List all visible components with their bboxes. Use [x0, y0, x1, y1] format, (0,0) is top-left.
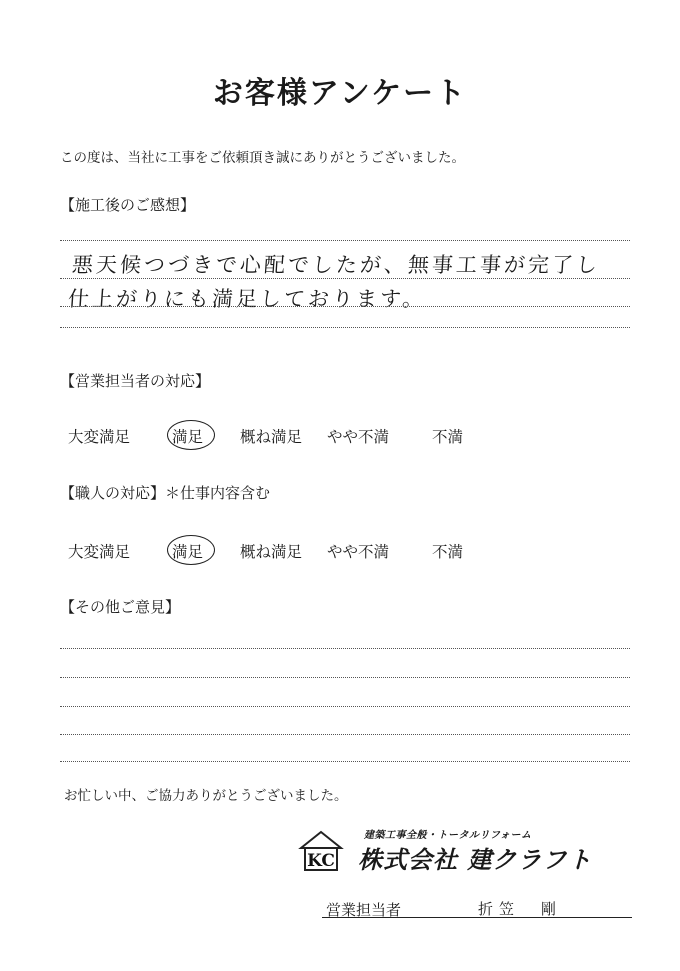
- dotted-line: [60, 677, 630, 678]
- craftsman-option-satisfied-label: 満足: [172, 543, 204, 561]
- impression-handwriting-line-2: 仕上がりにも満足しております。: [67, 287, 428, 311]
- craftsman-option-very-satisfied: 大変満足: [68, 543, 131, 561]
- dotted-line: [60, 278, 630, 279]
- dotted-line: [60, 706, 630, 707]
- logo-letters: KC: [307, 851, 335, 871]
- sales-option-slightly-unsatisfied: やや不満: [327, 428, 390, 446]
- dotted-line: [60, 240, 630, 241]
- selection-circle: [167, 420, 215, 450]
- dotted-line: [60, 734, 630, 735]
- sales-option-very-satisfied: 大変満足: [68, 428, 131, 446]
- craftsman-option-slightly-unsatisfied: やや不満: [327, 543, 390, 561]
- sales-option-satisfied: [172, 425, 203, 447]
- sales-heading: 【営業担当者の対応】: [60, 372, 211, 390]
- page-title: お客様アンケート: [212, 76, 468, 111]
- intro-text: この度は、当社に工事をご依頼頂き誠にありがとうございました。: [60, 150, 465, 166]
- staff-underline: [322, 917, 632, 918]
- company-name: 株式会社 建クラフト: [358, 846, 593, 874]
- company-logo: [298, 828, 344, 874]
- dotted-line: [60, 306, 630, 307]
- craftsman-option-unsatisfied: 不満: [432, 543, 464, 561]
- craftsman-option-mostly-satisfied: 概ね満足: [240, 543, 303, 561]
- staff-name: 折笠 剛: [478, 900, 563, 918]
- sales-option-mostly-satisfied: 概ね満足: [240, 428, 303, 446]
- impression-handwriting-line-1: 悪天候つづきで心配でしたが、無事工事が完了し: [71, 253, 601, 277]
- craftsman-heading: 【職人の対応】＊仕事内容含む: [60, 484, 271, 502]
- impression-heading: 【施工後のご感想】: [60, 196, 196, 214]
- house-logo-icon: [298, 828, 344, 874]
- company-tagline: 建築工事全般・トータルリフォーム: [364, 830, 532, 841]
- dotted-line: [60, 648, 630, 649]
- selection-circle: [167, 535, 215, 565]
- other-heading: 【その他ご意見】: [60, 598, 181, 616]
- sales-option-unsatisfied: 不満: [432, 428, 464, 446]
- staff-label: 営業担当者: [326, 901, 402, 919]
- sales-option-satisfied-label: 満足: [172, 428, 204, 446]
- dotted-line: [60, 761, 630, 762]
- craftsman-option-satisfied: [172, 540, 203, 562]
- closing-text: お忙しい中、ご協力ありがとうございました。: [64, 788, 348, 804]
- dotted-line: [60, 327, 630, 328]
